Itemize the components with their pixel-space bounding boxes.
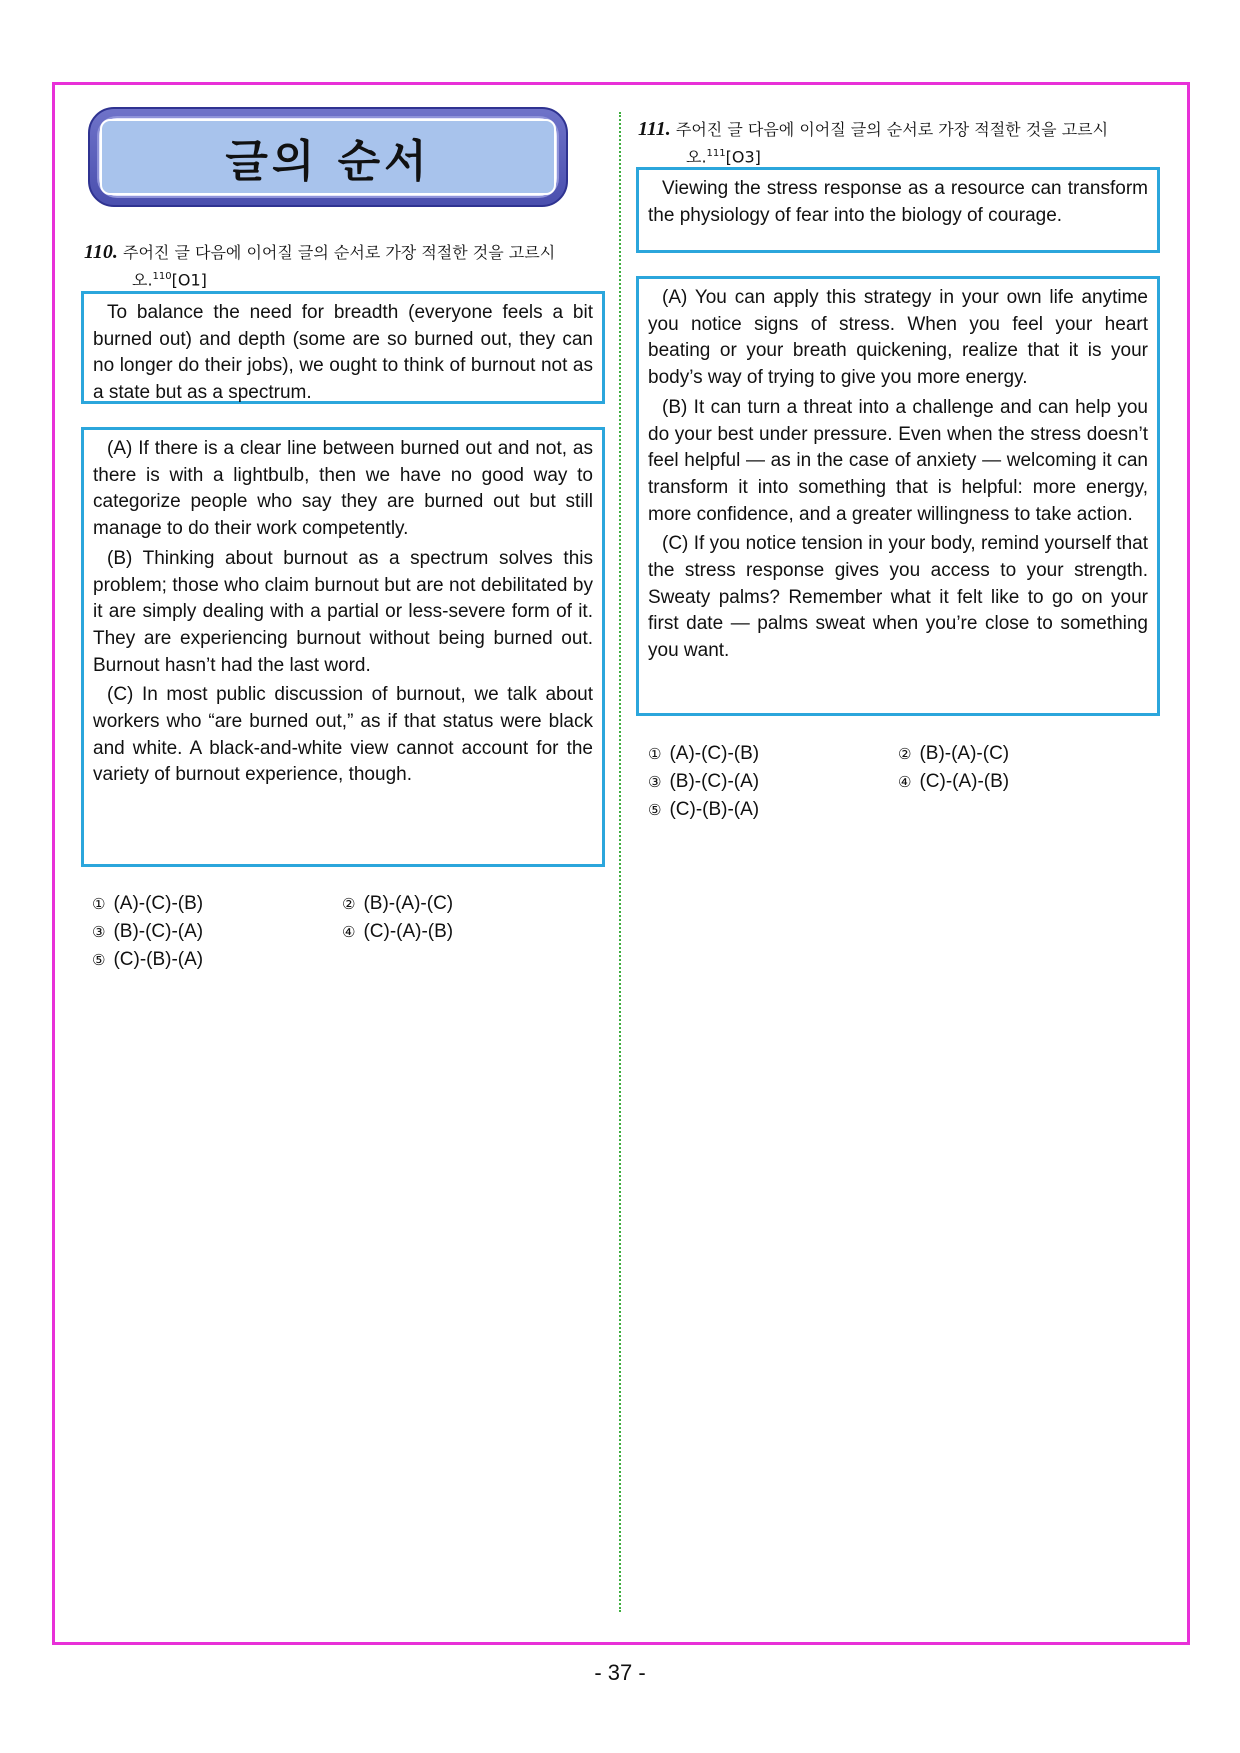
choice-2[interactable]: ② (B)-(A)-(C)	[342, 893, 454, 914]
question-code-sup: 111	[706, 148, 726, 159]
banner-inner	[100, 119, 556, 195]
choice-4[interactable]: ④ (C)-(A)-(B)	[898, 771, 1010, 792]
given-text-box	[81, 291, 605, 404]
answer-choices	[92, 890, 592, 974]
choice-2[interactable]: ② (B)-(A)-(C)	[898, 743, 1010, 764]
choice-5[interactable]: ⑤ (C)-(B)-(A)	[92, 949, 204, 970]
given-text: To balance the need for breadth (everyone feels a bit burned out) and depth (some are so burned out, they can no longer do their jobs), we ought to think of burnout not as a state but as a spectrum.	[93, 302, 593, 404]
passages-box	[636, 276, 1160, 716]
question-number: 111.	[638, 118, 671, 140]
question-prompt: 주어진 글 다음에 이어질 글의 순서로 가장 적절한 것을 고르시	[123, 243, 556, 262]
question-number: 110.	[84, 241, 118, 263]
given-text: Viewing the stress response as a resource can transform the physiology of fear into the biology of courage.	[648, 178, 1148, 226]
question-110-header	[84, 240, 604, 292]
question-prompt-end: 오.	[132, 270, 153, 290]
passage-a: (A) You can apply this strategy in your own life anytime you notice signs of stress. When you feel your heart beating or your breath quickening, realize that it is your body’s way of trying to give you more energy.	[648, 287, 1148, 389]
passage-b: (B) It can turn a threat into a challenge and can help you do your best under pressure. Even when the stress doesn’t feel helpful ― as in the case of anxiety ― welcoming it can transform it into something that is helpful: more energy, more confidence, and a greater willingness to take action.	[648, 396, 1148, 525]
section-title: 글의 순서	[225, 136, 431, 187]
question-code-sup: 110	[152, 271, 172, 282]
question-code: [O1]	[171, 270, 207, 290]
question-code: [O3]	[725, 147, 761, 167]
choice-1[interactable]: ① (A)-(C)-(B)	[648, 743, 760, 764]
choice-5[interactable]: ⑤ (C)-(B)-(A)	[648, 799, 760, 820]
passages-box	[81, 427, 605, 867]
question-prompt-end: 오.	[686, 147, 707, 167]
section-banner	[88, 107, 568, 207]
choice-4[interactable]: ④ (C)-(A)-(B)	[342, 921, 454, 942]
answer-choices	[648, 740, 1148, 824]
passage-c: (C) If you notice tension in your body, remind yourself that the stress response gives you access to your strength. Sweaty palms? Remember what it felt like to go on your first date ― palms sweat when you’re close to something you want.	[648, 533, 1148, 662]
passage-a: (A) If there is a clear line between burned out and not, as there is with a lightbulb, then we have no good way to categorize people who say they are burned out but still manage to do their work competently.	[93, 438, 593, 540]
passage-b: (B) Thinking about burnout as a spectrum solves this problem; those who claim burnout but are not debilitated by it are simply dealing with a partial or less-severe form of it. They are experiencing burnout without being burned out. Burnout hasn’t had the last word.	[93, 547, 593, 676]
choice-3[interactable]: ③ (B)-(C)-(A)	[92, 921, 204, 942]
choice-3[interactable]: ③ (B)-(C)-(A)	[648, 771, 760, 792]
given-text-box	[636, 167, 1160, 253]
passage-c: (C) In most public discussion of burnout, we talk about workers who “are burned out,” as if that status were black and white. A black-and-white view cannot account for the variety of burnout experience, though.	[93, 684, 593, 786]
question-prompt: 주어진 글 다음에 이어질 글의 순서로 가장 적절한 것을 고르시	[675, 120, 1109, 139]
question-111-header	[638, 117, 1160, 169]
choice-1[interactable]: ① (A)-(C)-(B)	[92, 893, 204, 914]
column-divider	[619, 112, 621, 1612]
page-number: - 37 -	[594, 1660, 646, 1685]
